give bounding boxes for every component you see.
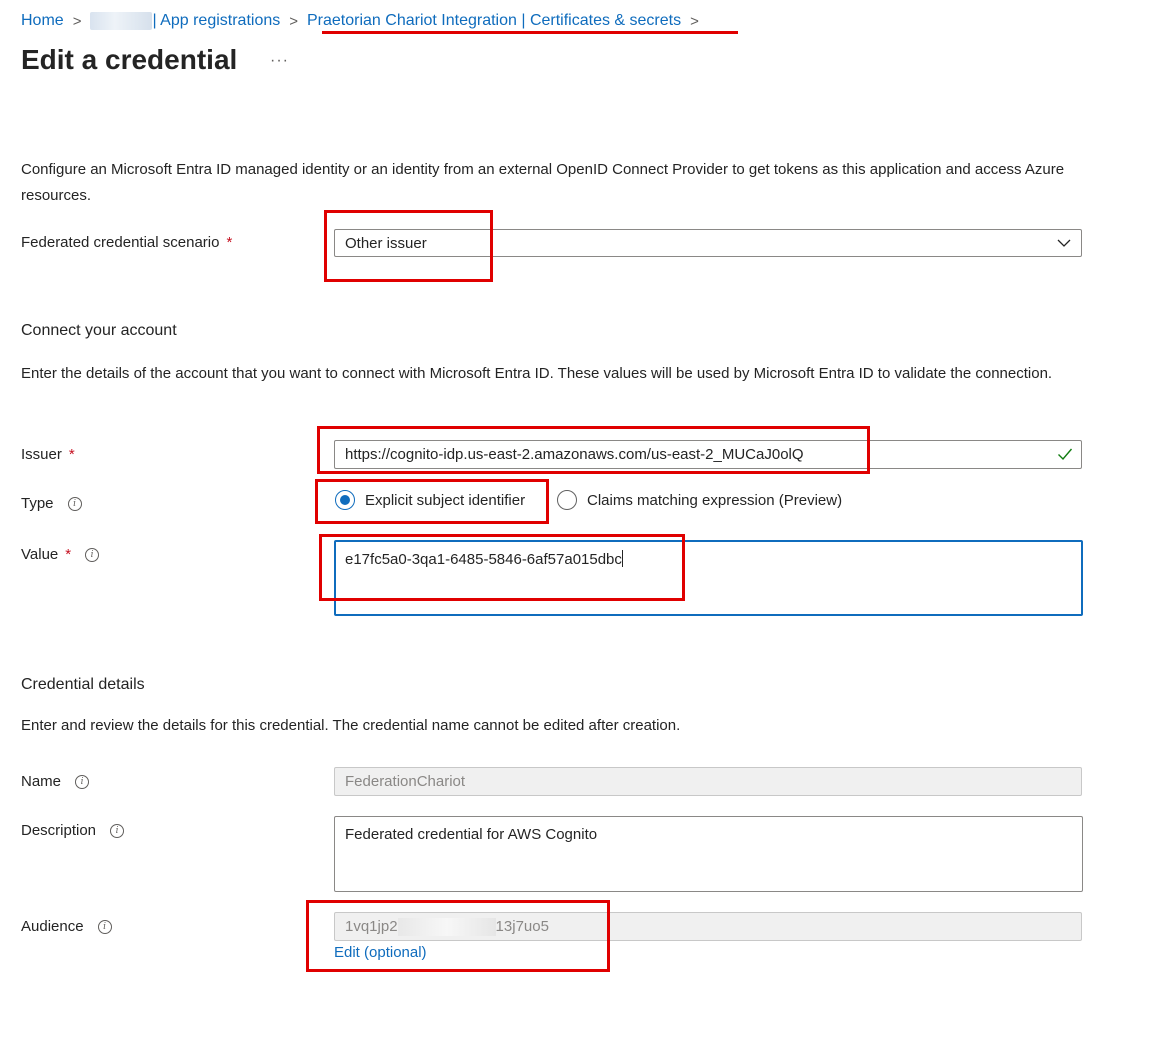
highlight-box-scenario [324,210,493,282]
description-value: Federated credential for AWS Cognito [345,826,598,843]
value-label [21,546,99,563]
chevron-right-icon: > [690,12,699,30]
scenario-label [21,234,232,251]
info-icon[interactable]: i [75,775,89,789]
type-option-claims[interactable] [557,490,842,510]
info-icon[interactable]: i [85,548,99,562]
radio-unselected-icon[interactable] [557,490,577,510]
scenario-value: Other issuer [345,234,427,252]
audience-value-suffix: 13j7uo5 [495,918,549,935]
name-label [21,773,89,790]
info-icon[interactable]: i [68,497,82,511]
breadcrumb-home[interactable]: Home [21,12,64,29]
intro-text: Configure an Microsoft Entra ID managed identity or an identity from an external OpenID Connect Provider to get tokens as this application and access Azure resources. [21,161,1065,204]
chevron-right-icon: > [289,12,298,30]
breadcrumb [21,10,708,32]
highlight-underline [322,31,738,34]
required-mark: * [226,234,233,251]
redacted-tenant [90,12,152,30]
connect-description: Enter the details of the account that you want to connect with Microsoft Entra ID. These values will be used by Microsoft Entra ID to validate the connection. [21,365,1053,382]
issuer-label [21,446,75,463]
value-label-text: Value [21,546,59,563]
details-description: Enter and review the details for this credential. The credential name cannot be edited after creation. [21,717,681,734]
audience-value-prefix: 1vq1jp2 [345,918,398,935]
chevron-right-icon: > [72,12,82,30]
more-options-button[interactable]: ··· [270,52,289,69]
details-heading: Credential details [21,676,145,693]
audience-edit-link[interactable]: Edit (optional) [334,944,427,961]
highlight-box-type [315,479,549,524]
audience-label-text: Audience [21,918,84,935]
description-textarea[interactable] [334,816,1083,892]
type-label-text: Type [21,495,54,512]
name-value: FederationChariot [345,773,466,790]
type-label [21,495,82,512]
page-title: Edit a credential [21,44,238,75]
description-label [21,822,124,839]
required-mark: * [68,446,75,463]
info-icon[interactable]: i [110,824,124,838]
name-input [334,767,1082,796]
name-label-text: Name [21,773,62,790]
type-option-explicit-label: Explicit subject identifier [365,491,526,509]
connect-heading: Connect your account [21,322,177,339]
description-label-text: Description [21,822,97,839]
breadcrumb-current[interactable]: Praetorian Chariot Integration | Certificates & secrets [307,12,682,29]
info-icon[interactable]: i [98,920,112,934]
highlight-box-issuer [317,426,870,474]
type-option-claims-label: Claims matching expression (Preview) [587,491,843,509]
audience-label [21,918,112,935]
checkmark-icon [1057,447,1073,461]
highlight-box-audience [306,900,610,972]
chevron-down-icon [1057,236,1071,250]
required-mark: * [65,546,72,563]
value-text: e17fc5a0-3qa1-6485-5846-6af57a015dbc [345,551,622,568]
highlight-box-value [319,534,685,601]
issuer-value: https://cognito-idp.us-east-2.amazonaws.com/us-east-2_MUCaJ0olQ [345,446,804,463]
breadcrumb-app-registrations[interactable]: | App registrations [152,12,281,29]
scenario-label-text: Federated credential scenario [21,234,220,251]
issuer-label-text: Issuer [21,446,62,463]
